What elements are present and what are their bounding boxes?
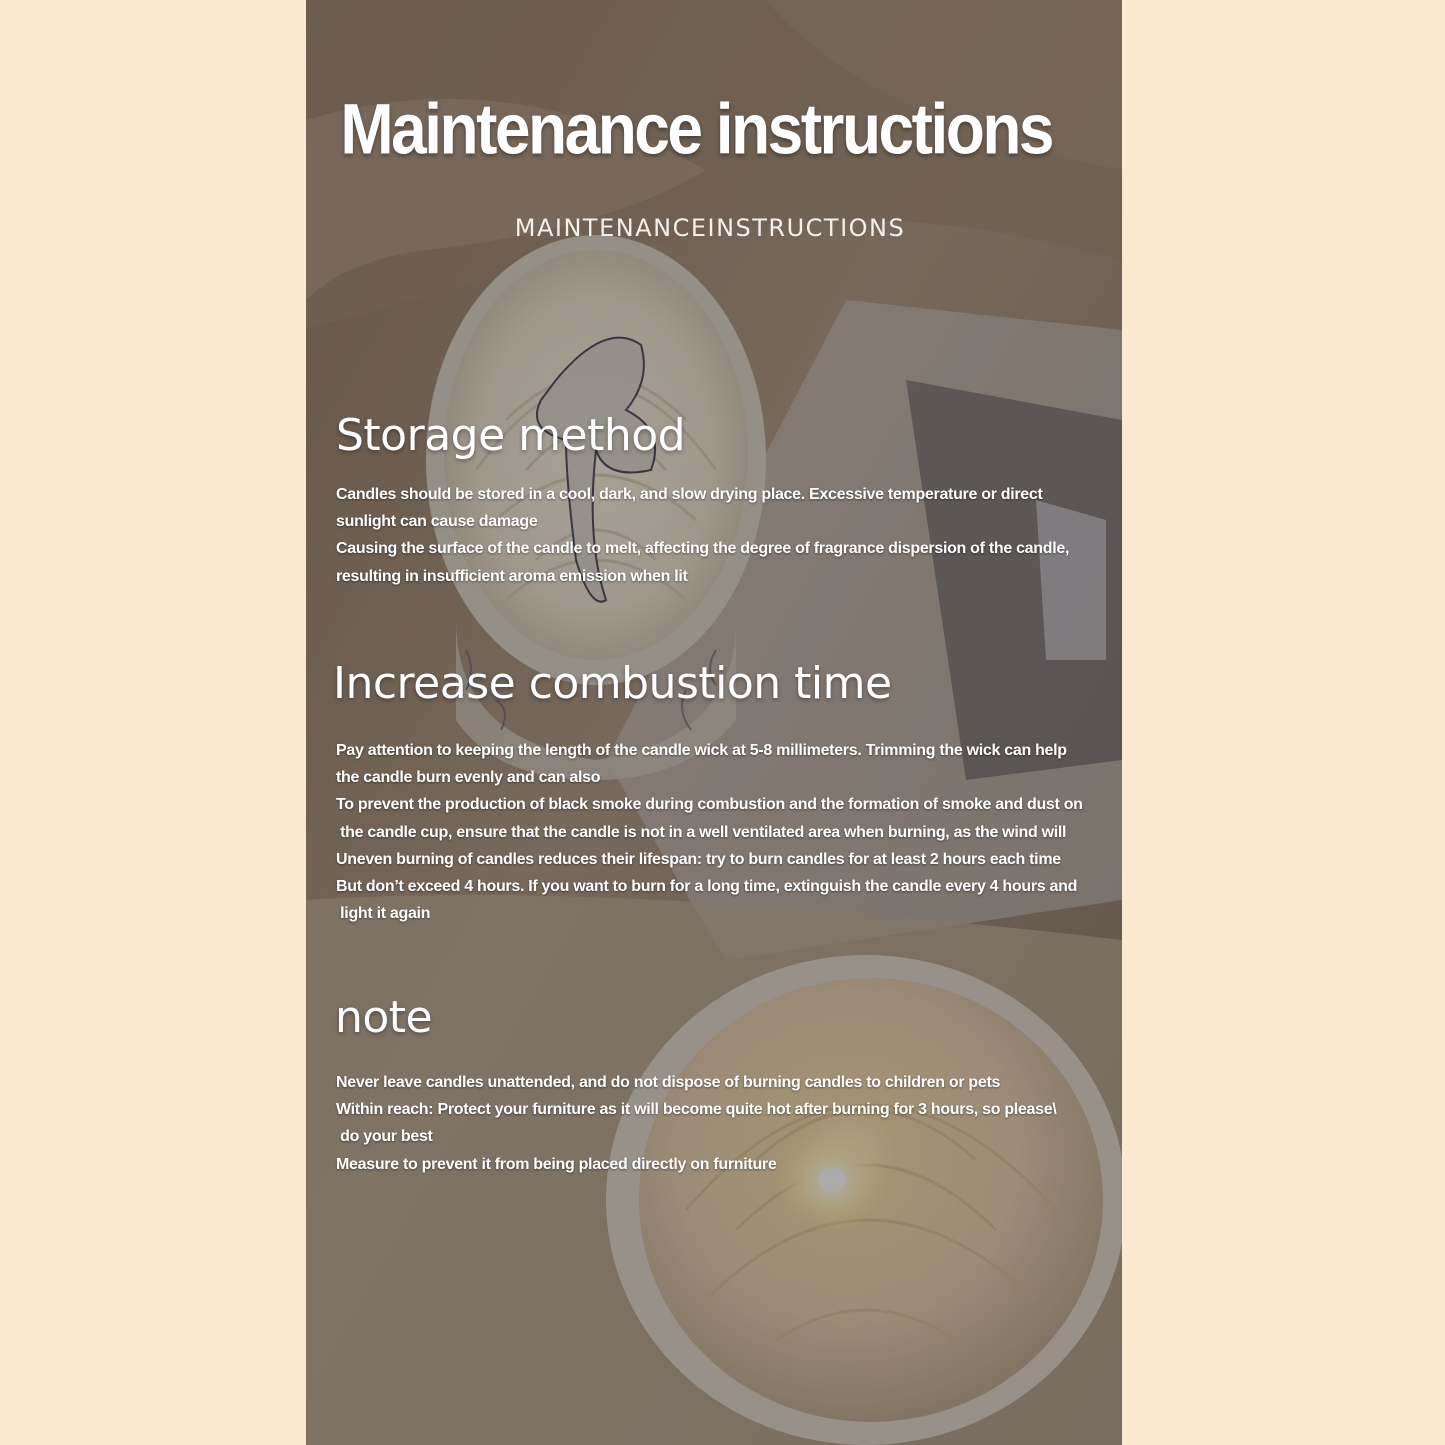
- combustion-time-line: the candle burn evenly and can also: [336, 769, 601, 787]
- note-line: do your best: [336, 1128, 433, 1146]
- storage-method-line: sunlight can cause damage: [336, 513, 538, 531]
- combustion-time-heading: Increase combustion time: [333, 658, 892, 709]
- page-subtitle: [306, 214, 1114, 242]
- combustion-time-line: the candle cup, ensure that the candle is not in a well ventilated area when burning, as the wind will: [336, 823, 1067, 841]
- storage-method-line: Causing the surface of the candle to melt, affecting the degree of fragrance dispersion of the candle,: [336, 540, 1070, 558]
- note-line: Measure to prevent it from being placed directly on furniture: [336, 1155, 777, 1173]
- note-line: Within reach: Protect your furniture as it will become quite hot after burning for 3 hours, so please\: [336, 1101, 1057, 1119]
- combustion-time-line: light it again: [336, 905, 431, 923]
- storage-method-line: resulting in insufficient aroma emission when lit: [336, 567, 688, 585]
- instruction-content: [306, 0, 1122, 1445]
- storage-method-heading: Storage method: [336, 410, 686, 461]
- combustion-time-body: [336, 737, 1106, 927]
- combustion-time-line: To prevent the production of black smoke during combustion and the formation of smoke and dust on: [336, 796, 1083, 814]
- storage-method-line: Candles should be stored in a cool, dark, and slow drying place. Excessive temperature or direct: [336, 486, 1043, 503]
- page-title-text: Maintenance instructions: [340, 88, 1052, 170]
- instruction-panel: [306, 0, 1122, 1445]
- combustion-time-line: But don’t exceed 4 hours. If you want to burn for a long time, extinguish the candle every 4 hours and: [336, 878, 1078, 896]
- page-title: [336, 88, 1106, 171]
- combustion-time-line: Uneven burning of candles reduces their lifespan: try to burn candles for at least 2 hours each time: [336, 850, 1061, 868]
- combustion-time-line: Pay attention to keeping the length of the candle wick at 5-8 millimeters. Trimming the wick can help: [336, 742, 1067, 759]
- note-heading: note: [335, 992, 433, 1043]
- note-line: Never leave candles unattended, and do not dispose of burning candles to children or pets: [336, 1074, 1001, 1091]
- note-body: [336, 1069, 1106, 1178]
- page-subtitle-text: MAINTENANCEINSTRUCTIONS: [514, 214, 906, 242]
- storage-method-body: [336, 481, 1106, 590]
